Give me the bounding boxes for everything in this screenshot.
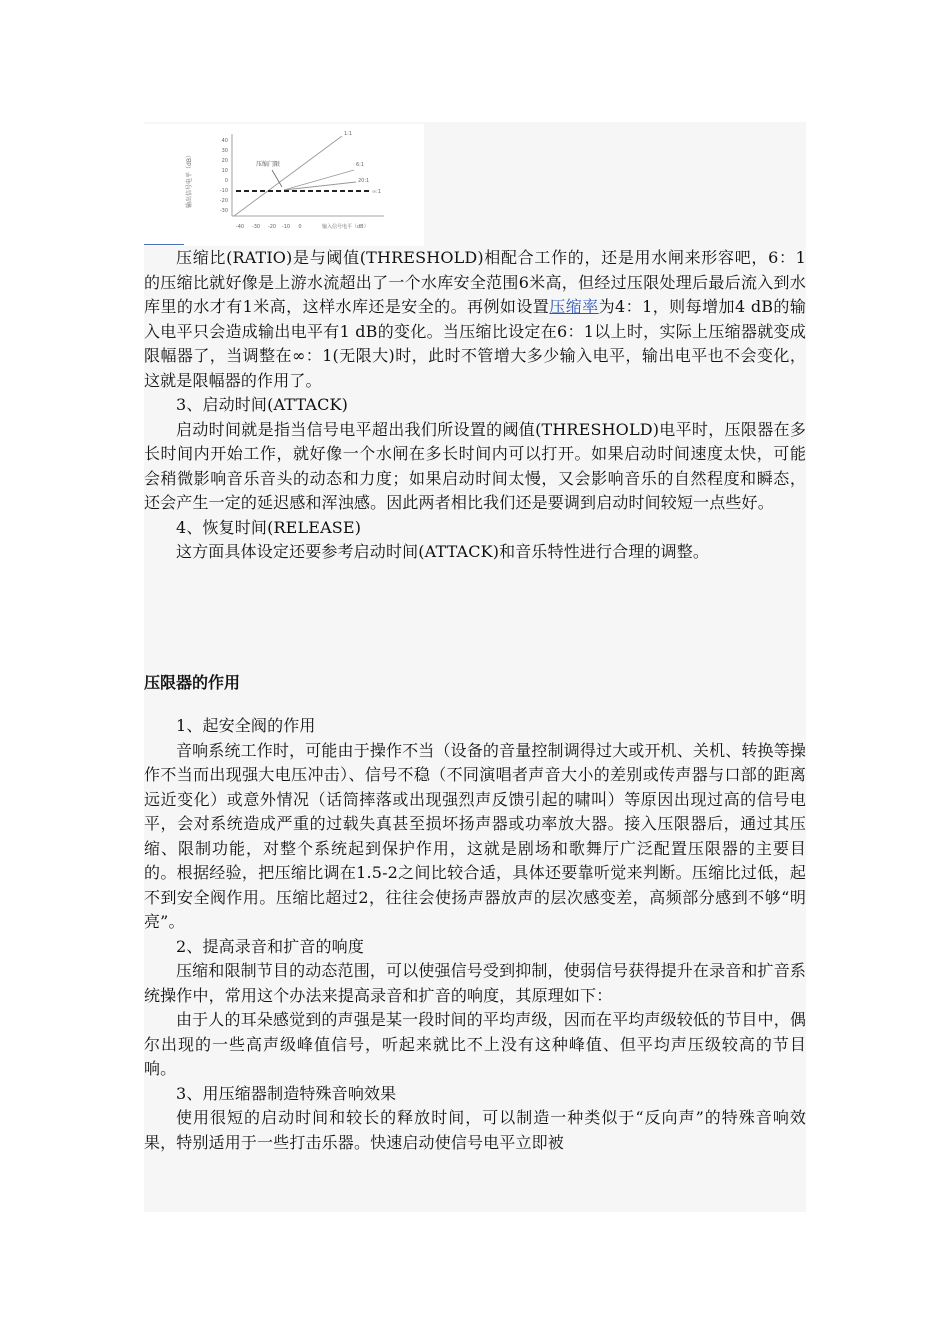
section-heading: 压限器的作用 — [144, 673, 241, 692]
loudness-body-2: 由于人的耳朵感觉到的声强是某一段时间的平均声级，因而在平均声级较低的节目中，偶尔出现的一些高声级峰值信号，听起来就比不上没有这种峰值、但平均声压级较高的节目响。 — [144, 1010, 806, 1078]
threshold-label: 压缩门限 — [256, 161, 281, 168]
attack-body: 启动时间就是指当信号电平超出我们所设置的阈值(THRESHOLD)电平时，压限器在多长时间内开始工作，就好像一个水闸在多长时间内可以打开。如果启动时间速度太快，可能会稍微影响音乐音头的动态和力度；如果启动时间太慢，又会影响音乐的自然程度和瞬态，还会产生一定的延迟感和浑浊感。因此两者相比我们还是要调到启动时间较短一点些好。 — [144, 419, 806, 512]
ratio-label: 20:1 — [358, 178, 370, 184]
x-tick: -40 — [235, 224, 245, 230]
ratio-label: 1:1 — [344, 131, 353, 137]
y-tick: 20 — [221, 158, 228, 164]
section-limiter-functions — [144, 714, 806, 1155]
x-tick: -10 — [281, 224, 291, 230]
ratio-label: 6:1 — [356, 162, 365, 168]
y-tick: -30 — [219, 208, 228, 214]
ratio-text-rest: 为4：1，则每增加4 dB的输入电平只会造成输出电平有1 dB的变化。当压缩比设定在6：1以上时，实际上压缩器就变成限幅器了，当调整在∞：1(无限大)时，此时不管增大多少输入电平，输出电平也不会变化，这就是限幅器的作用了。 — [144, 297, 807, 390]
figure-link-underline — [144, 244, 184, 245]
attack-title: 3、启动时间(ATTACK) — [176, 395, 348, 414]
section-compression-params — [144, 246, 806, 565]
y-tick: -20 — [219, 198, 228, 204]
safety-valve-body: 音响系统工作时，可能由于操作不当（设备的音量控制调得过大或开机、关机、转换等操作不当而出现强大电压冲击）、信号不稳（不同演唱者声音大小的差别或传声器与口部的距离远近变化）或意外情况（话筒摔落或出现强烈声反馈引起的啸叫）等原因出现过高的信号电平，会对系统造成严重的过载失真甚至损坏扬声器或功率放大器。接入压限器后，通过其压缩、限制功能，对整个系统起到保护作用，这就是剧场和歌舞厅广泛配置压限器的主要目的。根据经验，把压缩比调在1.5-2之间比较合适，具体还要靠听觉来判断。压缩比过低，起不到安全阀作用。压缩比超过2，往往会使扬声器放声的层次感变差，高频部分感到不够“明亮”。 — [144, 740, 806, 931]
x-tick: 0 — [298, 224, 302, 230]
effects-title: 3、用压缩器制造特殊音响效果 — [176, 1083, 397, 1103]
y-tick: 10 — [221, 168, 228, 174]
compression-ratio-figure — [144, 124, 424, 246]
y-tick: -10 — [219, 188, 228, 194]
loudness-title: 2、提高录音和扩音的响度 — [176, 936, 364, 956]
safety-valve-title: 1、起安全阀的作用 — [176, 716, 316, 735]
compression-curve-diagram — [144, 124, 424, 246]
ratio-paragraph — [144, 246, 806, 393]
ratio-text: 压缩比(RATIO)是与阈值(THRESHOLD)相配合工作的，还是用水闸来形容吧，6：1的压缩比就好像是上游水流超出了一个水库安全范围6米高，但经过压限处理后最后流入到水库里的水才有1米高，这样水库还是安全的。再例如设置 — [144, 248, 806, 316]
release-body: 这方面具体设定还要参考启动时间(ATTACK)和音乐特性进行合理的调整。 — [176, 542, 710, 561]
y-tick: 40 — [221, 138, 228, 144]
y-axis-label: 输出信号电平（dB） — [186, 152, 193, 208]
loudness-body: 压缩和限制节目的动态范围，可以使强信号受到抑制，使弱信号获得提升在录音和扩音系统操作中，常用这个办法来提高录音和扩音的响度，其原理如下： — [144, 961, 806, 1005]
ratio-label: ∞:1 — [372, 189, 382, 195]
y-tick: 30 — [221, 148, 228, 154]
effects-body: 使用很短的启动时间和较长的释放时间，可以制造一种类似于“反向声”的特殊音响效果，特别适用于一些打击乐器。快速启动使信号电平立即被 — [144, 1108, 806, 1152]
x-tick: -20 — [267, 224, 277, 230]
x-tick: -30 — [251, 224, 261, 230]
release-title: 4、恢复时间(RELEASE) — [176, 517, 362, 537]
y-tick: 0 — [224, 178, 228, 184]
x-axis-label: 输入信号电平（dB） — [322, 224, 369, 230]
compression-rate-link[interactable]: 压缩率 — [549, 297, 599, 316]
